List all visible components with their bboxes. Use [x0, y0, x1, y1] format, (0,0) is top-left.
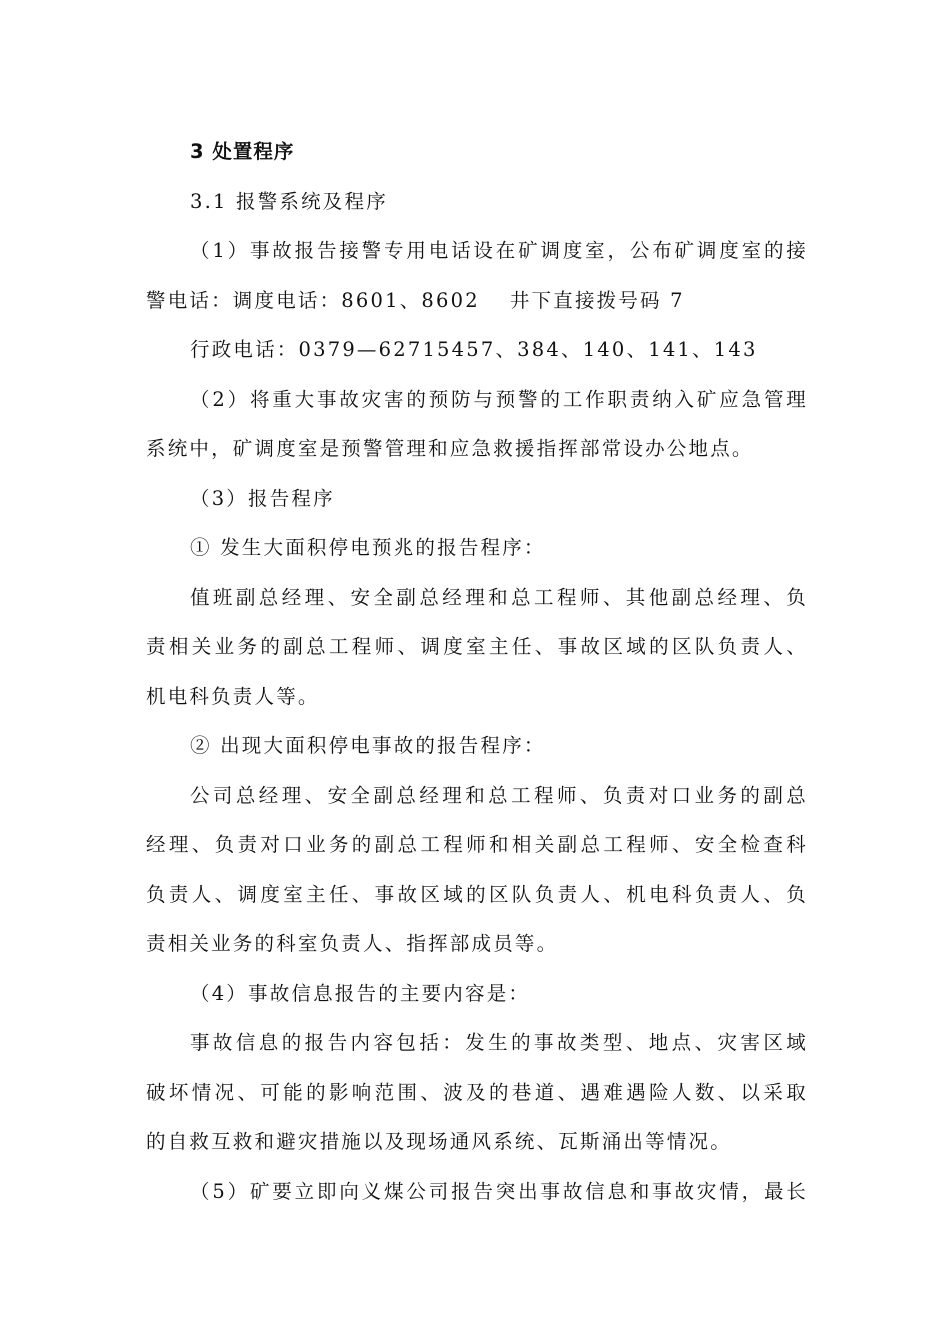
item3-sub1-title: ① 发生大面积停电预兆的报告程序：: [190, 536, 546, 559]
item5-line1: （5）矿要立即向义煤公司报告突出事故信息和事故灾情，最长: [190, 1179, 808, 1203]
item4-line: 事故信息的报告内容包括：发生的事故类型、地点、灾害区域: [190, 1031, 808, 1054]
item3-title: （3）报告程序: [190, 486, 335, 510]
paragraph-item1-line1: （1）事故报告接警专用电话设在矿调度室，公布矿调度室的接: [190, 239, 808, 262]
dispatch-phone-text: 警电话：调度电话：8601、8602: [146, 288, 480, 312]
item4-line: 破坏情况、可能的影响范围、波及的巷道、遇难遇险人数、以采取: [146, 1080, 808, 1104]
item3-sub2-line: 负责人、调度室主任、事故区域的区队负责人、机电科负责人、负: [146, 882, 808, 906]
item3-sub1-line: 责相关业务的副总工程师、调度室主任、事故区域的区队负责人、: [146, 635, 808, 658]
admin-phone-line: 行政电话：0379—62715457、384、140、141、143: [190, 338, 758, 361]
section-heading: 3 处置程序: [190, 140, 295, 163]
item3-sub1-line: 机电科负责人等。: [146, 684, 320, 708]
paragraph-item1-line2: [146, 276, 808, 326]
item3-sub2-title: ② 出现大面积停电事故的报告程序：: [190, 734, 546, 757]
paragraph-item2-line1: （2）将重大事故灾害的预防与预警的工作职责纳入矿应急管理: [190, 387, 808, 411]
item3-sub1-line: 值班副总经理、安全副总经理和总工程师、其他副总经理、负: [190, 585, 808, 609]
underground-dial-text: 井下直接拨号码 7: [509, 288, 685, 312]
document-body: [146, 127, 808, 1216]
subsection-title: 3.1 报警系统及程序: [190, 189, 388, 213]
item4-line: 的自救互救和避灾措施以及现场通风系统、瓦斯涌出等情况。: [146, 1130, 732, 1153]
paragraph-item2-line2: 系统中，矿调度室是预警管理和应急救援指挥部常设办公地点。: [146, 437, 754, 460]
item3-sub2-line: 公司总经理、安全副总经理和总工程师、负责对口业务的副总: [190, 783, 808, 807]
item3-sub2-line: 责相关业务的科室负责人、指挥部成员等。: [146, 932, 559, 955]
item3-sub2-line: 经理、负责对口业务的副总工程师和相关副总工程师、安全检查科: [146, 833, 808, 856]
item4-title: （4）事故信息报告的主要内容是：: [190, 981, 531, 1005]
